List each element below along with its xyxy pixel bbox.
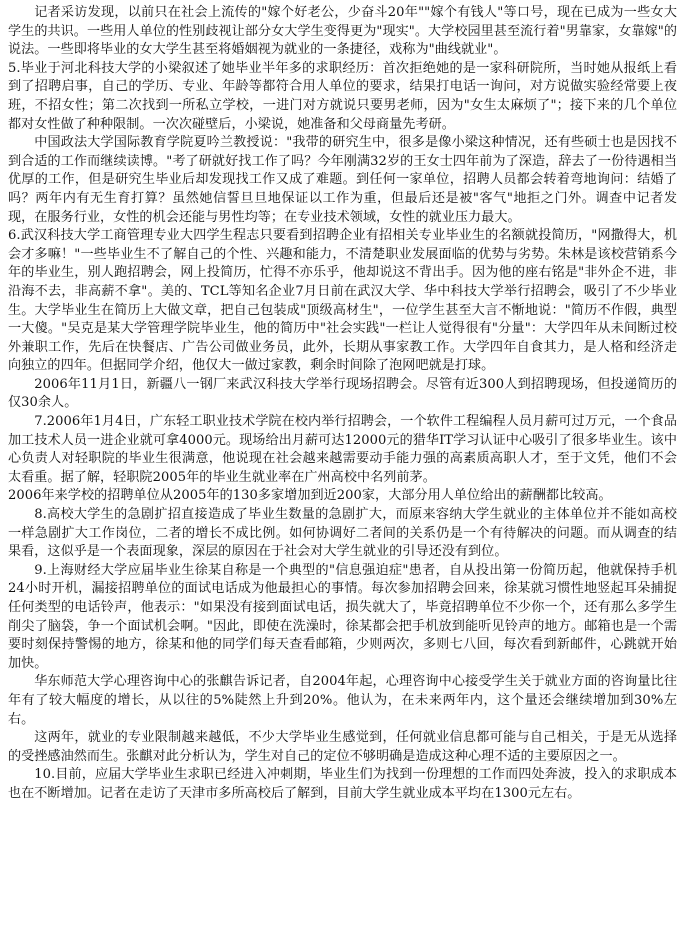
paragraph-career-frustration: 这两年，就业的专业限制越来越低，不少大学毕业生感觉到，任何就业信息都可能与自己相关，于是无从选择的受挫感油然而生。张麒对此分析认为，学生对自己的定位不够明确是造成这种心理不适的主要原因之一。 xyxy=(8,730,677,764)
paragraph-item-7: 7.2006年1月4日，广东轻工职业技术学院在校内举行招聘会，一个软件工程编程人员月薪可过万元，一个食品加工技术人员一进企业就可拿4000元。现场给出月薪可达12000元的猎华IT学习认证中心吸引了很多毕业生。该中心负责人对轻职院的毕业生很满意，他说现在社会越来越需要动手能力强的高素质高职人才，至于文凭，他们不会太看重。据了解，轻职院2005年的毕业生就业率在广州高校中名列前茅。 xyxy=(8,414,677,485)
paragraph-item-9: 9.上海财经大学应届毕业生徐某自称是一个典型的"信息强迫症"患者，自从投出第一份简历起，他就保持手机24小时开机，漏接招聘单位的面试电话成为他最担心的事情。每次参加招聘会回来，徐某就习惯性地竖起耳朵捕捉任何类型的电话铃声，他表示："如果没有接到面试电话，损失就大了，毕竟招聘单位不少你一个，还有那么多学生削尖了脑袋，争一个面试机会啊。"因此，即使在洗澡时，徐某都会把手机放到能听见铃声的地方。邮箱也是一个需要时刻保持警惕的地方，徐某和他的同学们每天查看邮箱，少则两次，多则七八回，每次看到新邮件，心跳就开始加快。 xyxy=(8,562,677,671)
paragraph-item-10: 10.目前，应届大学毕业生求职已经进入冲刺期，毕业生们为找到一份理想的工作而四处奔波，投入的求职成本也在不断增加。记者在走访了天津市多所高校后了解到，目前大学生就业成本平均在1300元左右。 xyxy=(8,767,677,801)
paragraph-counseling-center: 华东师范大学心理咨询中心的张麒告诉记者，自2004年起，心理咨询中心接受学生关于就业方面的咨询量比往年有了较大幅度的增长，从以往的5%陡然上升到20%。他认为，在未来两年内，这个量还会继续增加到30%左右。 xyxy=(8,674,677,727)
paragraph-intro-marriage: 记者采访发现，以前只在社会上流传的"嫁个好老公，少奋斗20年""嫁个有钱人"等口号，现在已成为一些女大学生的共识。一些用人单位的性别歧视让部分女大学生变得更为"现实"。大学校园里甚至流行着"男靠家，女靠嫁"的说法。一些即将毕业的女大学生甚至将婚姻视为就业的一条捷径，戏称为"曲线就业"。 xyxy=(8,5,677,58)
paragraph-item-6: 6.武汉科技大学工商管理专业大四学生程志只要看到招聘企业有招相关专业毕业生的名额就投简历，"网撒得大，机会才多嘛！"一些毕业生不了解自己的个性、兴趣和能力，不清楚职业发展面临的优势与劣势。朱林是该校营销系今年的毕业生，别人跑招聘会，网上投简历，忙得不亦乐乎，他却说这不背出手。因为他的座右铭是"非外企不进，非沿海不去，非高薪不拿"。美的、TCL等知名企业7月日前在武汉大学、华中科技大学举行招聘会，吸引了不少毕业生。大学毕业生在简历上大做文章，把自己包装成"顶级高材生"，一位学生甚至大言不惭地说："简历不作假，典型一大傻。"吴克是某大学管理学院毕业生，他的简历中"社会实践"一栏让人觉得很有"分量"：大学四年从未间断过校外兼职工作，先后在快餐店、广告公司做业务员，此外，长期从事家教工作。大学四年自食其力，是人格和经济走向独立的四年。但据同学介绍，他仅大一做过家教，剩余时间除了泡网吧就是打球。 xyxy=(8,228,677,374)
paragraph-professor-quote: 中国政法大学国际教育学院夏吟兰教授说："我带的研究生中，很多是像小梁这种情况，还有些硕士也是因找不到合适的工作而继续读博。"考了研就好找工作了吗？今年刚满32岁的王女士四年前为了深造，辞去了一份待遇相当优厚的工作，但是研究生毕业后却发现找工作又成了难题。到任何一家单位，招聘人员都会转着弯地询问：结婚了吗？两年内有无生育打算？虽然她信誓旦旦地保证以工作为重，但最后还是被"客气"地拒之门外。调查中记者发现，在服务行业，女性的机会还能与男性均等；在专业技术领域，女性的就业压力最大。 xyxy=(8,135,677,225)
paragraph-recruiters-2006: 2006年来学校的招聘单位从2005年的130多家增加到近200家，大部分用人单位给出的薪酬都比较高。 xyxy=(8,488,612,504)
document-page xyxy=(8,4,677,804)
paragraph-item-5: 5.毕业于河北科技大学的小梁叙述了她毕业半年多的求职经历：首次拒绝她的是一家科研院所，当时她从报纸上看到了招聘启事，自己的学历、专业、年龄等都符合用人单位的要求，结果打电话一询问，对方说做实验经常要上夜班，不招女性；第二次找到一所私立学校，一进门对方就说只要男老师，因为"女生太麻烦了"；接下来的几个单位都对女性做了种种限制。一次次碰壁后，小梁说，她准备和父母商量先考研。 xyxy=(8,60,677,132)
paragraph-item-8: 8.高校大学生的急剧扩招直接造成了毕业生数量的急剧扩大，而原来容纳大学生就业的主体单位并不能如高校一样急剧扩大工作岗位，二者的增长不成比例。如何协调好二者间的关系仍是一个有待解决的问题。而从调查的结果看，这似乎是一个表面现象，深层的原因在于社会对大学生就业的引导还没有到位。 xyxy=(8,507,677,560)
paragraph-xinjiang-job-fair: 2006年11月1日，新疆八一钢厂来武汉科技大学举行现场招聘会。尽管有近300人到招聘现场，但投递简历的仅30余人。 xyxy=(8,376,677,411)
